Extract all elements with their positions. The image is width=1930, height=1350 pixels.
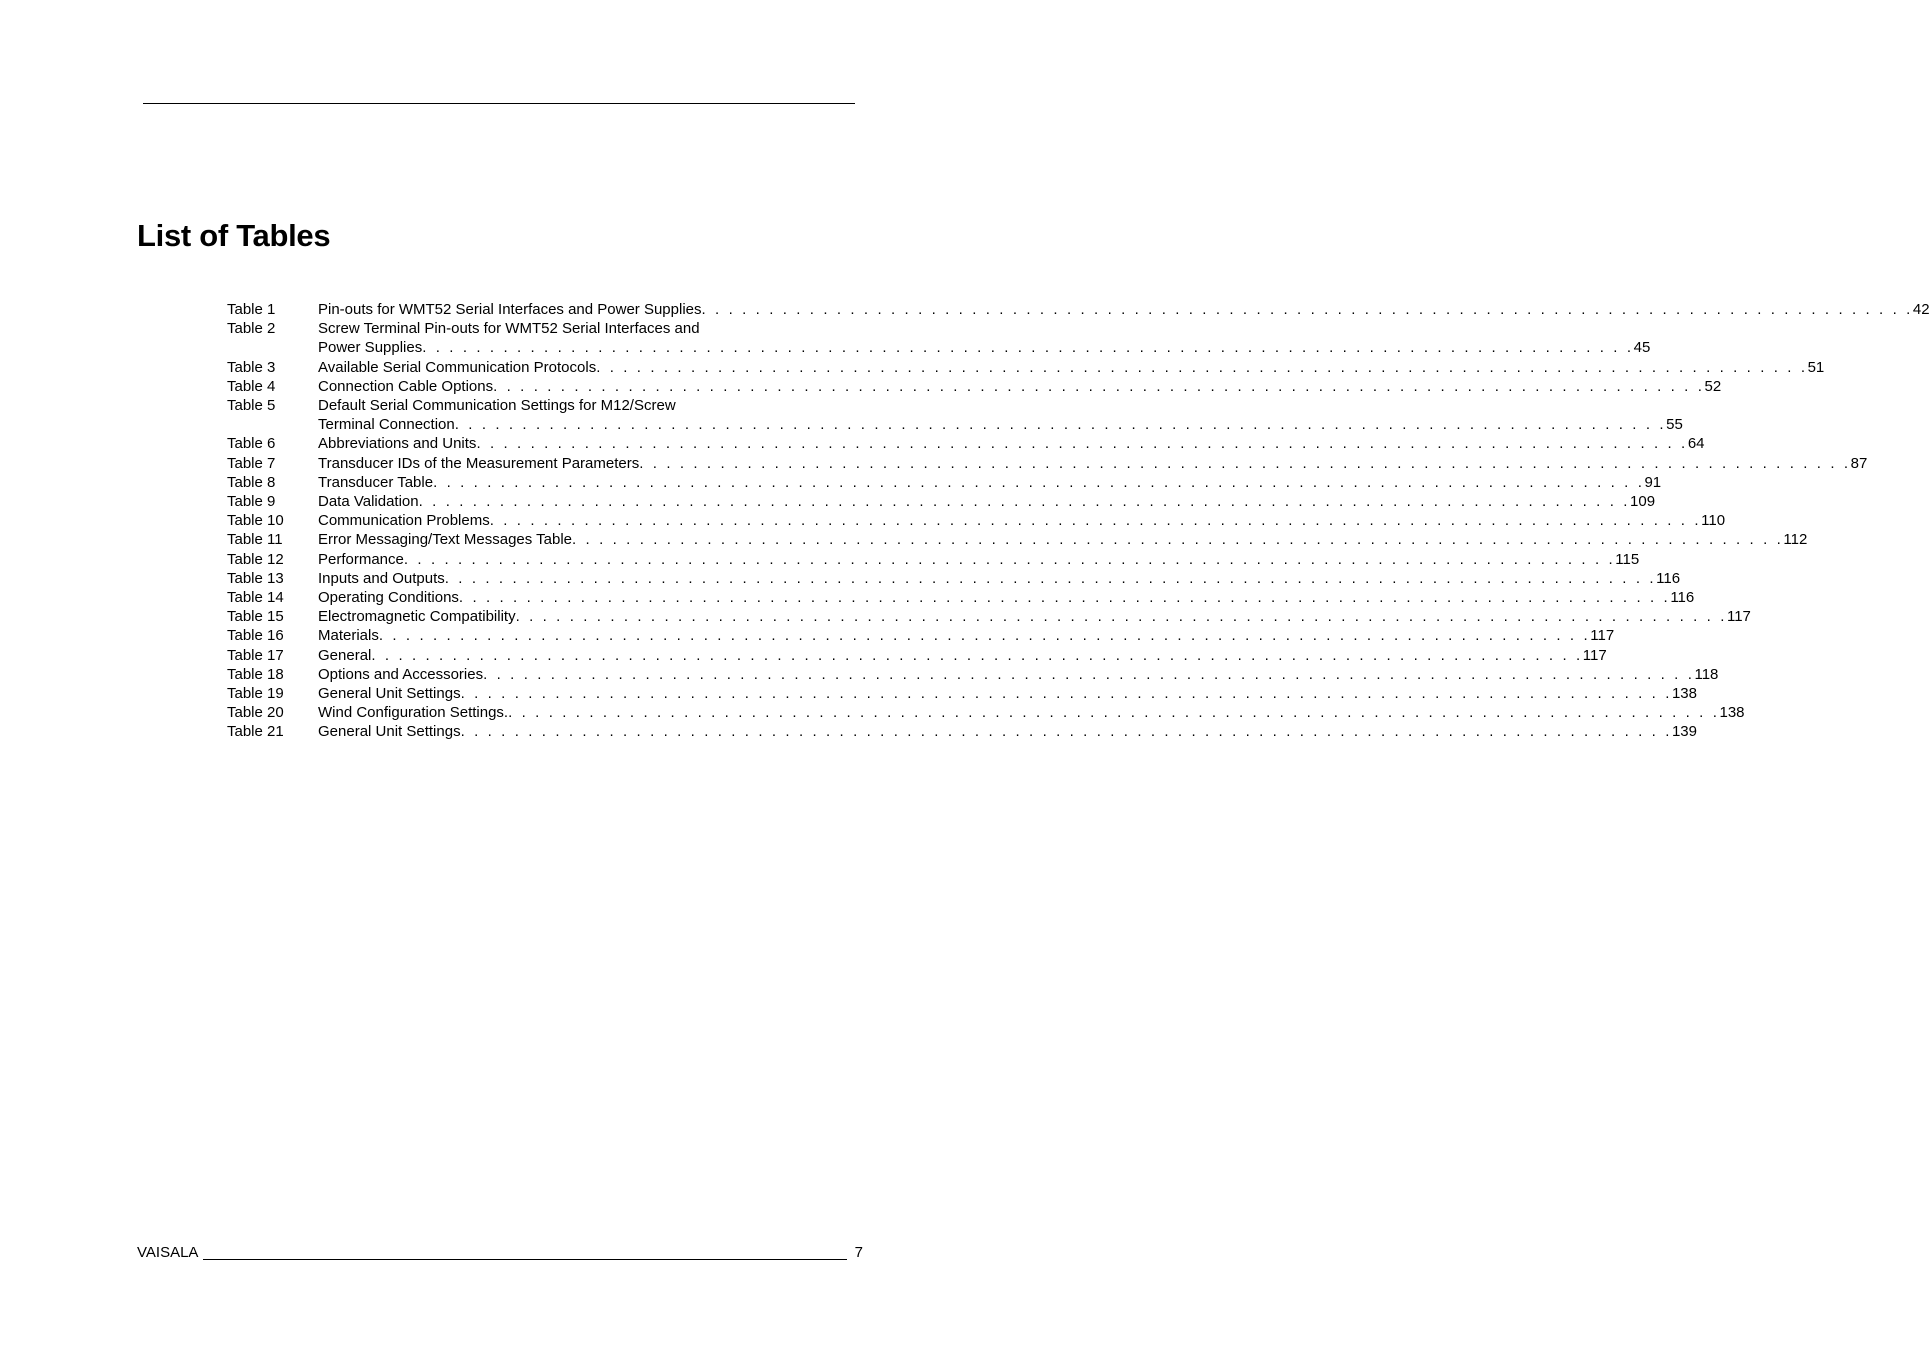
toc-entry-page: 117	[1726, 608, 1751, 626]
toc-entry-label: Table 1	[227, 301, 276, 318]
dot-leader: . . . . . . . . . . . . . . . . . . . . . . . . . . . . . . . . . . . . . . . . . . . . . . . . . . . . . . . . . . . . . . . . . . . . . . . . . . . . . . . . . . . . . . . . . .	[701, 301, 1913, 318]
toc-entry-leader-line	[318, 454, 1868, 473]
toc-entry-title: Wind Configuration Settings.	[318, 704, 509, 722]
toc-entry-title: Inputs and Outputs	[318, 569, 445, 587]
toc-entry-title: General Unit Settings	[318, 685, 461, 703]
toc-entry-label: Table 8	[227, 473, 276, 491]
toc-entry-label: Table 5	[227, 397, 276, 415]
page-number: 7	[854, 1244, 863, 1261]
toc-entry-page: 51	[1807, 358, 1825, 376]
toc-entry-title: Options and Accessories	[318, 665, 484, 683]
toc-entry-label: Table 15	[227, 608, 284, 626]
toc-entry-page: 91	[1644, 473, 1662, 491]
dot-leader: . . . . . . . . . . . . . . . . . . . . . . . . . . . . . . . . . . . . . . . . . . . . . . . . . . . . . . . . . . . . . . . . . . . . . . . . . . . . . . . . . . . . . . . . . .	[433, 473, 1645, 491]
toc-entry-title: Connection Cable Options	[318, 377, 494, 395]
toc-entry-body	[318, 703, 1745, 722]
toc-entry	[227, 588, 1695, 607]
toc-entry-label: Table 12	[227, 550, 284, 568]
toc-entry-label: Table 7	[227, 454, 276, 472]
toc-entry-leader-line	[318, 300, 1930, 319]
toc-entry-leader-line	[318, 473, 1662, 492]
toc-entry-page: 112	[1783, 531, 1808, 549]
toc-entry-label: Table 18	[227, 665, 284, 683]
toc-entry-label: Table 9	[227, 493, 276, 511]
toc-entry-page: 139	[1671, 723, 1697, 741]
toc-entry-body	[318, 722, 1697, 741]
dot-leader: . . . . . . . . . . . . . . . . . . . . . . . . . . . . . . . . . . . . . . . . . . . . . . . . . . . . . . . . . . . . . . . . . . . . . . . . . . . . . . . . . . . . . . . . . .	[458, 589, 1671, 607]
toc-entry-leader-line	[318, 665, 1719, 684]
toc-entry-page: 87	[1850, 454, 1868, 472]
toc-entry-title: Power Supplies	[318, 339, 423, 357]
toc-entry-title: Electromagnetic Compatibility	[318, 608, 516, 626]
toc-entry	[227, 396, 1683, 434]
toc-entry-body	[318, 626, 1615, 645]
toc-entry-leader-line	[318, 703, 1745, 722]
dot-leader: . . . . . . . . . . . . . . . . . . . . . . . . . . . . . . . . . . . . . . . . . . . . . . . . . . . . . . . . . . . . . . . . . . . . . . . . . . . . . . . . . . . . . . . . . .	[460, 723, 1672, 741]
toc-entry-title: Transducer Table	[318, 473, 434, 491]
toc-entry-label: Table 17	[227, 646, 284, 664]
toc-entry-leader-line	[318, 377, 1722, 396]
dot-leader: . . . . . . . . . . . . . . . . . . . . . . . . . . . . . . . . . . . . . . . . . . . . . . . . . . . . . . . . . . . . . . . . . . . . . . . . . . . . . . . . . . . . . . . . . .	[489, 512, 1702, 530]
dot-leader: . . . . . . . . . . . . . . . . . . . . . . . . . . . . . . . . . . . . . . . . . . . . . . . . . . . . . . . . . . . . . . . . . . . . . . . . . . . . . . . . . . . . . . . . . .	[403, 550, 1616, 568]
toc-entry-label: Table 2	[227, 320, 276, 338]
toc-entry-leader-line	[318, 626, 1615, 645]
toc-entry-label: Table 21	[227, 723, 284, 741]
dot-leader: . . . . . . . . . . . . . . . . . . . . . . . . . . . . . . . . . . . . . . . . . . . . . . . . . . . . . . . . . . . . . . . . . . . . . . . . . . . . . . . . . . . . . . . . . .	[508, 704, 1720, 722]
dot-leader: . . . . . . . . . . . . . . . . . . . . . . . . . . . . . . . . . . . . . . . . . . . . . . . . . . . . . . . . . . . . . . . . . . . . . . . . . . . . . . . . . . . . . . . . . .	[444, 569, 1657, 587]
toc-entry-title: General Unit Settings	[318, 723, 461, 741]
toc-entry	[227, 377, 1722, 396]
toc-entry	[227, 722, 1697, 741]
toc-entry-body	[318, 319, 1651, 357]
toc-entry-body	[318, 434, 1705, 453]
toc-entry-body	[318, 684, 1697, 703]
toc-entry	[227, 454, 1868, 473]
dot-leader: . . . . . . . . . . . . . . . . . . . . . . . . . . . . . . . . . . . . . . . . . . . . . . . . . . . . . . . . . . . . . . . . . . . . . . . . . . . . . . . . . . . . . . . . . .	[596, 358, 1808, 376]
toc-entry-leader-line	[318, 550, 1640, 569]
footer-rule	[203, 1259, 847, 1260]
dot-leader: . . . . . . . . . . . . . . . . . . . . . . . . . . . . . . . . . . . . . . . . . . . . . . . . . . . . . . . . . . . . . . . . . . . . . . . . . . . . . . . . . . . . . . . . . .	[476, 435, 1688, 453]
toc-entry-body	[318, 358, 1825, 377]
toc-entry-page: 55	[1666, 416, 1683, 434]
dot-leader: . . . . . . . . . . . . . . . . . . . . . . . . . . . . . . . . . . . . . . . . . . . . . . . . . . . . . . . . . . . . . . . . . . . . . . . . . . . . . . . . . . . . . . . . . .	[515, 608, 1727, 626]
toc-entry-body	[318, 530, 1808, 549]
toc-entry-leader-line	[318, 511, 1726, 530]
toc-entry-leader-line	[318, 646, 1607, 665]
toc-entry-title-line: Default Serial Communication Settings for M12/Screw	[318, 397, 676, 415]
toc-entry-body	[318, 511, 1726, 530]
toc-entry	[227, 550, 1640, 569]
toc-entry	[227, 530, 1808, 549]
toc-entry-label: Table 14	[227, 589, 284, 607]
toc-entry-body	[318, 454, 1868, 473]
toc-entry-label: Table 4	[227, 377, 276, 395]
list-of-tables	[227, 300, 1930, 742]
toc-entry-body	[318, 492, 1656, 511]
page-title: List of Tables	[137, 218, 331, 253]
toc-entry-title: Abbreviations and Units	[318, 435, 477, 453]
dot-leader: . . . . . . . . . . . . . . . . . . . . . . . . . . . . . . . . . . . . . . . . . . . . . . . . . . . . . . . . . . . . . . . . . . . . . . . . . . . . . . . . . . . . . . . . . .	[460, 685, 1672, 703]
toc-entry-title: Available Serial Communication Protocols	[318, 358, 597, 376]
toc-entry-title: Transducer IDs of the Measurement Parameters	[318, 454, 640, 472]
toc-entry	[227, 473, 1662, 492]
toc-entry-body	[318, 396, 1683, 434]
toc-entry-page: 116	[1656, 569, 1681, 587]
toc-entry-page: 52	[1704, 377, 1722, 395]
toc-entry-title: Operating Conditions	[318, 589, 459, 607]
toc-entry-label: Table 6	[227, 435, 276, 453]
toc-entry	[227, 665, 1719, 684]
toc-entry	[227, 684, 1697, 703]
toc-entry	[227, 319, 1651, 357]
toc-entry	[227, 646, 1607, 665]
toc-entry-leader-line	[318, 358, 1825, 377]
toc-entry	[227, 492, 1656, 511]
toc-entry-page: 118	[1694, 665, 1719, 683]
dot-leader: . . . . . . . . . . . . . . . . . . . . . . . . . . . . . . . . . . . . . . . . . . . . . . . . . . . . . . . . . . . . . . . . . . . . . . . . . . . . . . . . . . . . . . . . . .	[418, 493, 1631, 511]
toc-entry	[227, 358, 1825, 377]
toc-entry-body	[318, 665, 1719, 684]
toc-entry	[227, 434, 1705, 453]
toc-entry-body	[318, 646, 1607, 665]
toc-entry	[227, 703, 1745, 722]
toc-entry	[227, 300, 1930, 319]
toc-entry-leader-line	[318, 338, 1651, 357]
toc-entry-page: 110	[1701, 512, 1726, 530]
toc-entry	[227, 511, 1726, 530]
toc-entry-leader-line	[318, 588, 1695, 607]
toc-entry-title: Performance	[318, 550, 404, 568]
toc-entry-body	[318, 377, 1722, 396]
dot-leader: . . . . . . . . . . . . . . . . . . . . . . . . . . . . . . . . . . . . . . . . . . . . . . . . . . . . . . . . . . . . . . . . . . . . . . . . . . . . . . . . . . . . . . . . . .	[493, 377, 1705, 395]
toc-entry-leader-line	[318, 684, 1697, 703]
toc-entry-page: 138	[1719, 704, 1745, 722]
dot-leader: . . . . . . . . . . . . . . . . . . . . . . . . . . . . . . . . . . . . . . . . . . . . . . . . . . . . . . . . . . . . . . . . . . . . . . . . . . . . . . . . . . . . . . . . . .	[454, 416, 1667, 434]
toc-entry-leader-line	[318, 434, 1705, 453]
toc-entry-label: Table 3	[227, 358, 276, 376]
toc-entry-page: 115	[1615, 550, 1640, 568]
toc-entry-title: Terminal Connection	[318, 416, 455, 434]
toc-entry-body	[318, 607, 1751, 626]
toc-entry-page: 117	[1582, 646, 1607, 664]
toc-entry-page: 64	[1687, 435, 1705, 453]
toc-entry-body	[318, 550, 1640, 569]
toc-entry	[227, 626, 1615, 645]
dot-leader: . . . . . . . . . . . . . . . . . . . . . . . . . . . . . . . . . . . . . . . . . . . . . . . . . . . . . . . . . . . . . . . . . . . . . . . . . . . . . . . . . . . . . . . . . .	[378, 627, 1591, 645]
header-rule	[143, 103, 855, 104]
toc-entry	[227, 569, 1681, 588]
toc-entry-page: 109	[1630, 493, 1656, 511]
page-footer	[137, 1243, 863, 1263]
toc-entry-page: 45	[1633, 339, 1651, 357]
toc-entry-title: Communication Problems	[318, 512, 490, 530]
toc-entry-body	[318, 588, 1695, 607]
toc-entry-leader-line	[318, 492, 1656, 511]
toc-entry-leader-line	[318, 530, 1808, 549]
footer-brand: VAISALA	[137, 1244, 199, 1261]
toc-entry-label: Table 16	[227, 627, 284, 645]
toc-entry-title-line: Screw Terminal Pin-outs for WMT52 Serial Interfaces and	[318, 320, 700, 338]
toc-entry-label: Table 11	[227, 531, 283, 549]
dot-leader: . . . . . . . . . . . . . . . . . . . . . . . . . . . . . . . . . . . . . . . . . . . . . . . . . . . . . . . . . . . . . . . . . . . . . . . . . . . . . . . . . . . . . . . . . .	[371, 646, 1583, 664]
toc-entry-label: Table 19	[227, 685, 284, 703]
dot-leader: . . . . . . . . . . . . . . . . . . . . . . . . . . . . . . . . . . . . . . . . . . . . . . . . . . . . . . . . . . . . . . . . . . . . . . . . . . . . . . . . . . . . . . . . . .	[572, 531, 1784, 549]
toc-entry-leader-line	[318, 415, 1683, 434]
toc-entry-page: 116	[1670, 589, 1695, 607]
dot-leader: . . . . . . . . . . . . . . . . . . . . . . . . . . . . . . . . . . . . . . . . . . . . . . . . . . . . . . . . . . . . . . . . . . . . . . . . . . . . . . . . . . . . . . . . . .	[422, 339, 1634, 357]
toc-entry-title: Materials	[318, 627, 379, 645]
toc-entry-label: Table 20	[227, 704, 284, 722]
toc-entry-page: 138	[1671, 685, 1697, 703]
toc-entry-title: General	[318, 646, 372, 664]
toc-entry	[227, 607, 1751, 626]
dot-leader: . . . . . . . . . . . . . . . . . . . . . . . . . . . . . . . . . . . . . . . . . . . . . . . . . . . . . . . . . . . . . . . . . . . . . . . . . . . . . . . . . . . . . . . . . .	[483, 665, 1695, 683]
toc-entry-title: Data Validation	[318, 493, 419, 511]
toc-entry-title: Pin-outs for WMT52 Serial Interfaces and Power Supplies	[318, 301, 702, 318]
toc-entry-leader-line	[318, 722, 1697, 741]
toc-entry-label: Table 13	[227, 569, 284, 587]
toc-entry-label: Table 10	[227, 512, 284, 530]
toc-entry-leader-line	[318, 607, 1751, 626]
toc-entry-body	[318, 569, 1681, 588]
dot-leader: . . . . . . . . . . . . . . . . . . . . . . . . . . . . . . . . . . . . . . . . . . . . . . . . . . . . . . . . . . . . . . . . . . . . . . . . . . . . . . . . . . . . . . . . . .	[639, 454, 1851, 472]
toc-entry-title: Error Messaging/Text Messages Table	[318, 531, 573, 549]
toc-entry-leader-line	[318, 569, 1681, 588]
toc-entry-body	[318, 300, 1930, 319]
toc-entry-page: 42	[1912, 301, 1930, 318]
toc-entry-page: 117	[1590, 627, 1615, 645]
toc-entry-body	[318, 473, 1662, 492]
